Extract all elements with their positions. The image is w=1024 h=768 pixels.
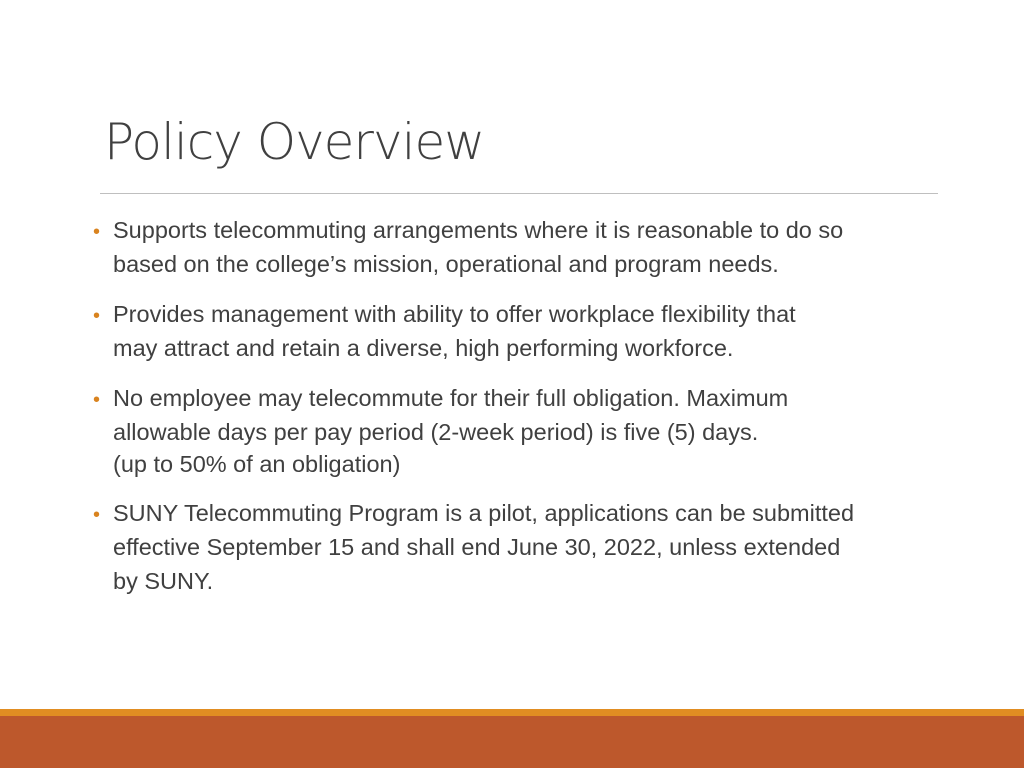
bullet-dot-icon: •	[93, 504, 101, 526]
bullet-item	[92, 213, 942, 281]
bullet-list	[92, 213, 942, 614]
bullet-text-line: by SUNY.	[113, 568, 214, 594]
bullet-dot-icon: •	[93, 389, 101, 411]
bullet-dot-icon: •	[93, 305, 101, 327]
bullet-dot-icon: •	[93, 221, 101, 243]
footer-band-accent	[0, 709, 1024, 716]
bullet-text-line: No employee may telecommute for their full obligation. Maximum	[113, 385, 789, 411]
bullet-text-line: effective September 15 and shall end June 30, 2022, unless extended	[113, 534, 841, 560]
footer-band	[0, 716, 1024, 768]
bullet-text-line: Supports telecommuting arrangements where it is reasonable to do so	[113, 217, 844, 243]
bullet-text-line: Provides management with ability to offer workplace flexibility that	[113, 301, 796, 327]
bullet-item	[92, 496, 942, 598]
slide-title: Policy Overview	[104, 113, 485, 171]
bullet-text-line: (up to 50% of an obligation)	[113, 451, 401, 477]
bullet-text-line: may attract and retain a diverse, high performing workforce.	[113, 335, 734, 361]
bullet-text-line: SUNY Telecommuting Program is a pilot, applications can be submitted	[113, 500, 855, 526]
bullet-item	[92, 381, 942, 480]
bullet-text-line: allowable days per pay period (2-week period) is five (5) days.	[113, 419, 759, 445]
title-divider	[100, 193, 938, 194]
bullet-text-line: based on the college’s mission, operational and program needs.	[113, 251, 779, 277]
bullet-item	[92, 297, 942, 365]
